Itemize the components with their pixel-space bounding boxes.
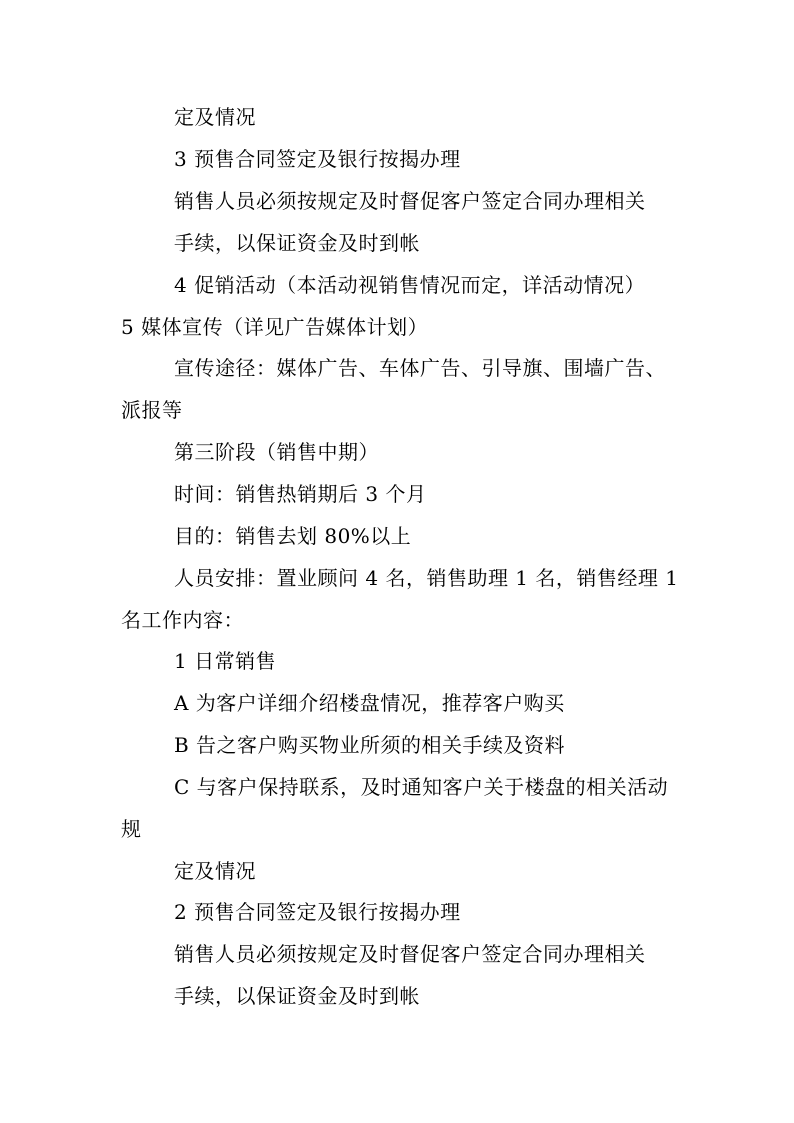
paragraph-line: 规	[121, 817, 142, 841]
paragraph-line: 3 预售合同签定及银行按揭办理	[174, 147, 461, 171]
paragraph-line: 宣传途径：媒体广告、车体广告、引导旗、围墙广告、	[174, 356, 666, 380]
paragraph-line: 派报等	[121, 398, 183, 422]
paragraph-line: 销售人员必须按规定及时督促客户签定合同办理相关	[174, 942, 646, 966]
paragraph-line: 定及情况	[174, 105, 256, 129]
paragraph-line: 人员安排：置业顾问 4 名，销售助理 1 名，销售经理 1	[174, 566, 679, 590]
paragraph-line: 名工作内容：	[121, 608, 244, 632]
section-heading: 第三阶段（销售中期）	[174, 440, 379, 464]
paragraph-line: C 与客户保持联系，及时通知客户关于楼盘的相关活动	[174, 775, 669, 799]
paragraph-line: 5 媒体宣传（详见广告媒体计划）	[121, 315, 429, 339]
paragraph-line: B 告之客户购买物业所须的相关手续及资料	[174, 733, 566, 757]
paragraph-line: 4 促销活动（本活动视销售情况而定，详活动情况）	[174, 273, 646, 297]
paragraph-line: 时间：销售热销期后 3 个月	[174, 482, 427, 506]
paragraph-line: A 为客户详细介绍楼盘情况，推荐客户购买	[174, 691, 565, 715]
paragraph-line: 目的：销售去划 80%以上	[174, 524, 412, 548]
paragraph-line: 手续，以保证资金及时到帐	[174, 984, 420, 1008]
paragraph-line: 1 日常销售	[174, 649, 277, 673]
paragraph-line: 销售人员必须按规定及时督促客户签定合同办理相关	[174, 189, 646, 213]
paragraph-line: 2 预售合同签定及银行按揭办理	[174, 900, 461, 924]
paragraph-line: 定及情况	[174, 859, 256, 883]
paragraph-line: 手续，以保证资金及时到帐	[174, 231, 420, 255]
